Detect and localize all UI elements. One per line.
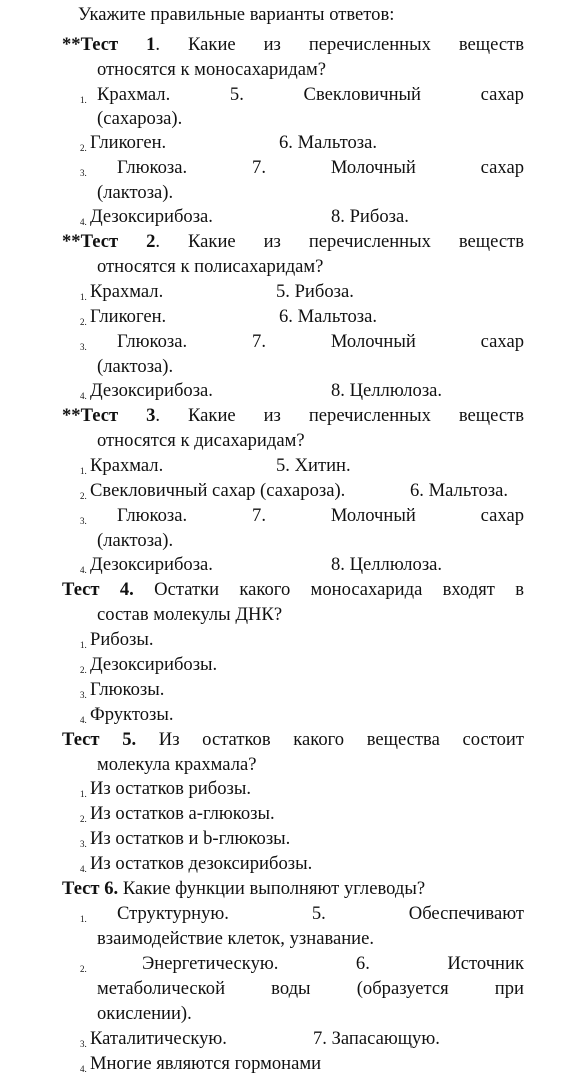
option-number: 3. bbox=[80, 839, 87, 849]
test-3-question: **Тест 3. Какие из перечисленных веществ bbox=[62, 405, 524, 426]
test-1-option-1-cont: (сахароза). bbox=[97, 108, 183, 129]
test-5-option-4: Из остатков дезоксирибозы. bbox=[90, 853, 313, 874]
test-6-question: Тест 6. Какие функции выполняют углеводы? bbox=[62, 878, 426, 899]
test-5-option-2: Из остатков a-глюкозы. bbox=[90, 803, 275, 824]
option-number: 2. bbox=[80, 143, 87, 153]
test-3-option-3-cont: (лактоза). bbox=[97, 530, 174, 551]
test-3-option-3: Глюкоза. 7. Молочный сахар bbox=[117, 505, 524, 526]
test-3-option-1: Крахмал. bbox=[90, 455, 164, 476]
test-5-option-3: Из остатков и b-глюкозы. bbox=[90, 828, 291, 849]
test-2-option-6: 6. Мальтоза. bbox=[279, 306, 378, 327]
test-1-option-3-cont: (лактоза). bbox=[97, 182, 174, 203]
test-6-option-2-cont2: окислении). bbox=[97, 1003, 192, 1024]
test-1-option-4: Дезоксирибоза. bbox=[90, 206, 213, 227]
test-1-question: **Тест 1. Какие из перечисленных веществ bbox=[62, 34, 524, 55]
option-number: 1. bbox=[80, 789, 87, 799]
option-number: 2. bbox=[80, 491, 87, 501]
test-2-question-line2: относятся к полисахаридам? bbox=[97, 256, 324, 277]
test-1-option-2: Гликоген. bbox=[90, 132, 167, 153]
test-3-option-2: Свекловичный сахар (сахароза). bbox=[90, 480, 346, 501]
test-4-option-4: Фруктозы. bbox=[90, 704, 174, 725]
test-6-option-2: Энергетическую. 6. Источник bbox=[142, 953, 524, 974]
test-1-option-3: Глюкоза. 7. Молочный сахар bbox=[117, 157, 524, 178]
option-number: 4. bbox=[80, 217, 87, 227]
test-2-option-2: Гликоген. bbox=[90, 306, 167, 327]
test-5-question-line2: молекула крахмала? bbox=[97, 754, 257, 775]
test-2-option-4: Дезоксирибоза. bbox=[90, 380, 213, 401]
test-2-option-5: 5. Рибоза. bbox=[276, 281, 354, 302]
option-number: 1. bbox=[80, 95, 87, 105]
test-6-option-4: Многие являются гормонами bbox=[90, 1053, 322, 1074]
test-4-option-3: Глюкозы. bbox=[90, 679, 165, 700]
test-4-option-1: Рибозы. bbox=[90, 629, 154, 650]
option-number: 4. bbox=[80, 391, 87, 401]
test-2-option-3: Глюкоза. 7. Молочный сахар bbox=[117, 331, 524, 352]
option-number: 3. bbox=[80, 516, 87, 526]
test-3-question-line2: относятся к дисахаридам? bbox=[97, 430, 305, 451]
test-4-option-2: Дезоксирибозы. bbox=[90, 654, 218, 675]
option-number: 4. bbox=[80, 864, 87, 874]
option-number: 4. bbox=[80, 1064, 87, 1074]
test-3-option-8: 8. Целлюлоза. bbox=[331, 554, 443, 575]
test-6-option-3: Каталитическую. bbox=[90, 1028, 227, 1049]
option-number: 1. bbox=[80, 914, 87, 924]
instruction: Укажите правильные варианты ответов: bbox=[78, 4, 395, 25]
option-number: 4. bbox=[80, 565, 87, 575]
option-number: 3. bbox=[80, 342, 87, 352]
test-4-question: Тест 4. Остатки какого моносахарида входят в bbox=[62, 579, 525, 600]
option-number: 2. bbox=[80, 964, 87, 974]
test-3-option-5: 5. Хитин. bbox=[276, 455, 351, 476]
test-5-option-1: Из остатков рибозы. bbox=[90, 778, 251, 799]
option-number: 1. bbox=[80, 640, 87, 650]
test-5-question: Тест 5. Из остатков какого вещества состоит bbox=[62, 729, 524, 750]
option-number: 1. bbox=[80, 292, 87, 302]
option-number: 2. bbox=[80, 317, 87, 327]
option-number: 2. bbox=[80, 814, 87, 824]
test-2-option-3-cont: (лактоза). bbox=[97, 356, 174, 377]
option-number: 3. bbox=[80, 1039, 87, 1049]
option-number: 3. bbox=[80, 690, 87, 700]
test-3-option-4: Дезоксирибоза. bbox=[90, 554, 213, 575]
test-2-option-1: Крахмал. bbox=[90, 281, 164, 302]
test-2-question: **Тест 2. Какие из перечисленных веществ bbox=[62, 231, 524, 252]
test-6-option-1: Структурную. 5. Обеспечивают bbox=[117, 903, 524, 924]
test-3-option-6: 6. Мальтоза. bbox=[410, 480, 509, 501]
test-1-option-1: Крахмал. 5. Свекловичный сахар bbox=[97, 84, 524, 105]
option-number: 3. bbox=[80, 168, 87, 178]
test-1-option-8: 8. Рибоза. bbox=[331, 206, 409, 227]
test-1-option-6: 6. Мальтоза. bbox=[279, 132, 378, 153]
option-number: 1. bbox=[80, 466, 87, 476]
option-number: 2. bbox=[80, 665, 87, 675]
test-4-question-line2: состав молекулы ДНК? bbox=[97, 604, 283, 625]
option-number: 4. bbox=[80, 715, 87, 725]
test-6-option-1-cont: взаимодействие клеток, узнавание. bbox=[97, 928, 375, 949]
test-6-option-2-cont: метаболической воды (образуется при bbox=[97, 978, 524, 999]
test-2-option-8: 8. Целлюлоза. bbox=[331, 380, 443, 401]
test-1-question-line2: относятся к моносахаридам? bbox=[97, 59, 326, 80]
test-6-option-7: 7. Запасающую. bbox=[313, 1028, 440, 1049]
